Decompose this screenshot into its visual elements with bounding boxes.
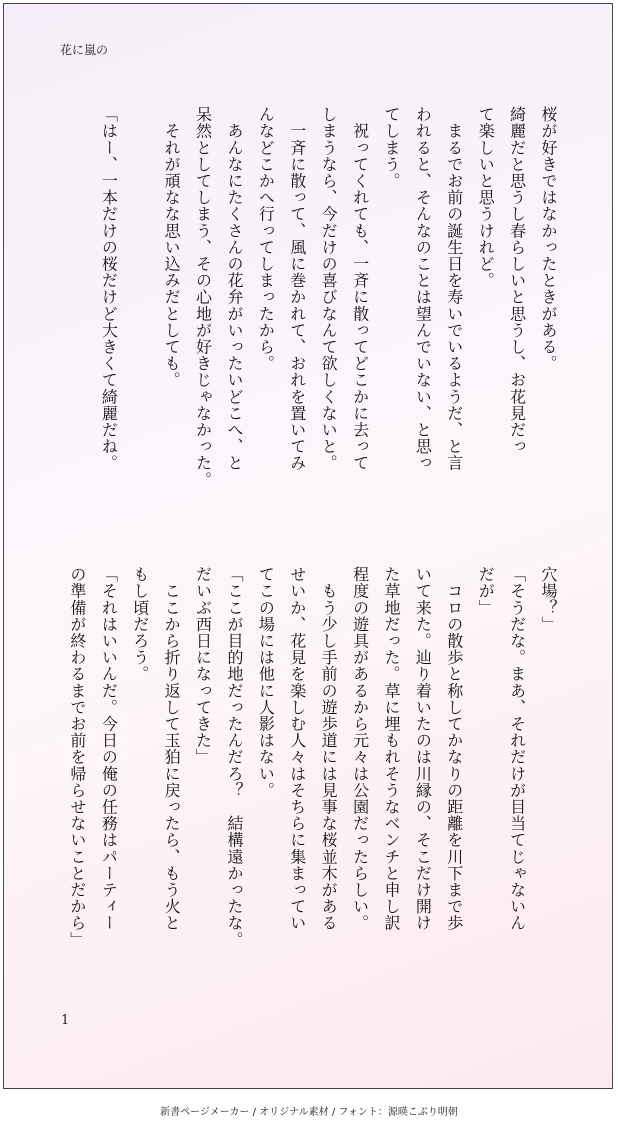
text-line: て楽しいと思うけれど。	[476, 106, 496, 289]
text-line: 「そうだな。まあ、それだけが目当てじゃないん	[507, 566, 527, 932]
text-line: 祝ってくれても、一斉に散ってどこかに去って	[350, 106, 370, 472]
lower-text-block	[54, 566, 564, 1026]
text-line: 穴場？」	[539, 566, 558, 633]
text-line: 「はー、一本だけの桜だけど大きくて綺麗だね。	[99, 106, 119, 472]
text-line: んなどこかへ行ってしまったから。	[256, 106, 276, 372]
text-line: てこの場には他に人影はない。	[256, 566, 276, 799]
text-line: てしまう。	[381, 106, 401, 189]
text-line: しまうなら、今だけの喜びなんて欲しくないと。	[319, 106, 339, 472]
text-line: の準備が終わるまでお前を帰らせないことだから」	[67, 566, 87, 948]
text-line: われると、そんなのことは望んでいない、と思っ	[413, 106, 433, 472]
text-line: 一斉に散って、風に巻かれて、おれを置いてみ	[287, 106, 307, 472]
text-line: もう少し手前の遊歩道には見事な桜並木がある	[319, 566, 339, 932]
text-line: 程度の遊具があるから元々は公園だったらしい。	[350, 566, 370, 932]
text-line	[124, 106, 155, 526]
upper-text-block	[54, 106, 564, 526]
text-line: 「ここが目的地だったんだろ？ 結構遠かったな。	[224, 566, 244, 948]
page	[3, 3, 613, 1089]
page-number: 1	[61, 1013, 70, 1028]
text-line: ここから折り返して玉狛に戻ったら、もう火と	[162, 566, 182, 932]
footer-credit: 新書ページメーカー / オリジナル素材 / フォント：源暎こぶり明朝	[160, 1107, 458, 1118]
text-line: 呆然としてしまう、その心地が好きじゃなかった。	[193, 106, 213, 488]
text-line: た草地だった。草に埋もれそうなベンチと申し訳	[381, 566, 401, 932]
text-line: だいぶ西日になってきた」	[193, 566, 213, 766]
page-title: 花に嵐の	[60, 43, 109, 57]
text-line: それが頑なな思い込みだとしても。	[162, 106, 182, 389]
text-line: 桜が好きではなかったときがある。	[539, 106, 558, 372]
text-line: せいか、花見を楽しむ人々はそちらに集まってい	[287, 566, 307, 932]
text-line: まるでお前の誕生日を寿いでいるようだ、と言	[444, 106, 464, 472]
text-line: あんなにたくさんの花弁がいったいどこへ、と	[224, 106, 244, 472]
text-line: 「それはいいんだ。今日の俺の任務はパーティー	[99, 566, 119, 932]
text-line: もし頃だろう。	[130, 566, 150, 683]
text-line: だが」	[476, 566, 496, 616]
text-line: いて来た。辿り着いたのは川縁の、そこだけ開け	[413, 566, 433, 932]
text-line: 綺麗だと思うし春らしいと思うし、お花見だっ	[507, 106, 527, 455]
text-line: コロの散歩と称してかなりの距離を川下まで歩	[444, 566, 464, 932]
